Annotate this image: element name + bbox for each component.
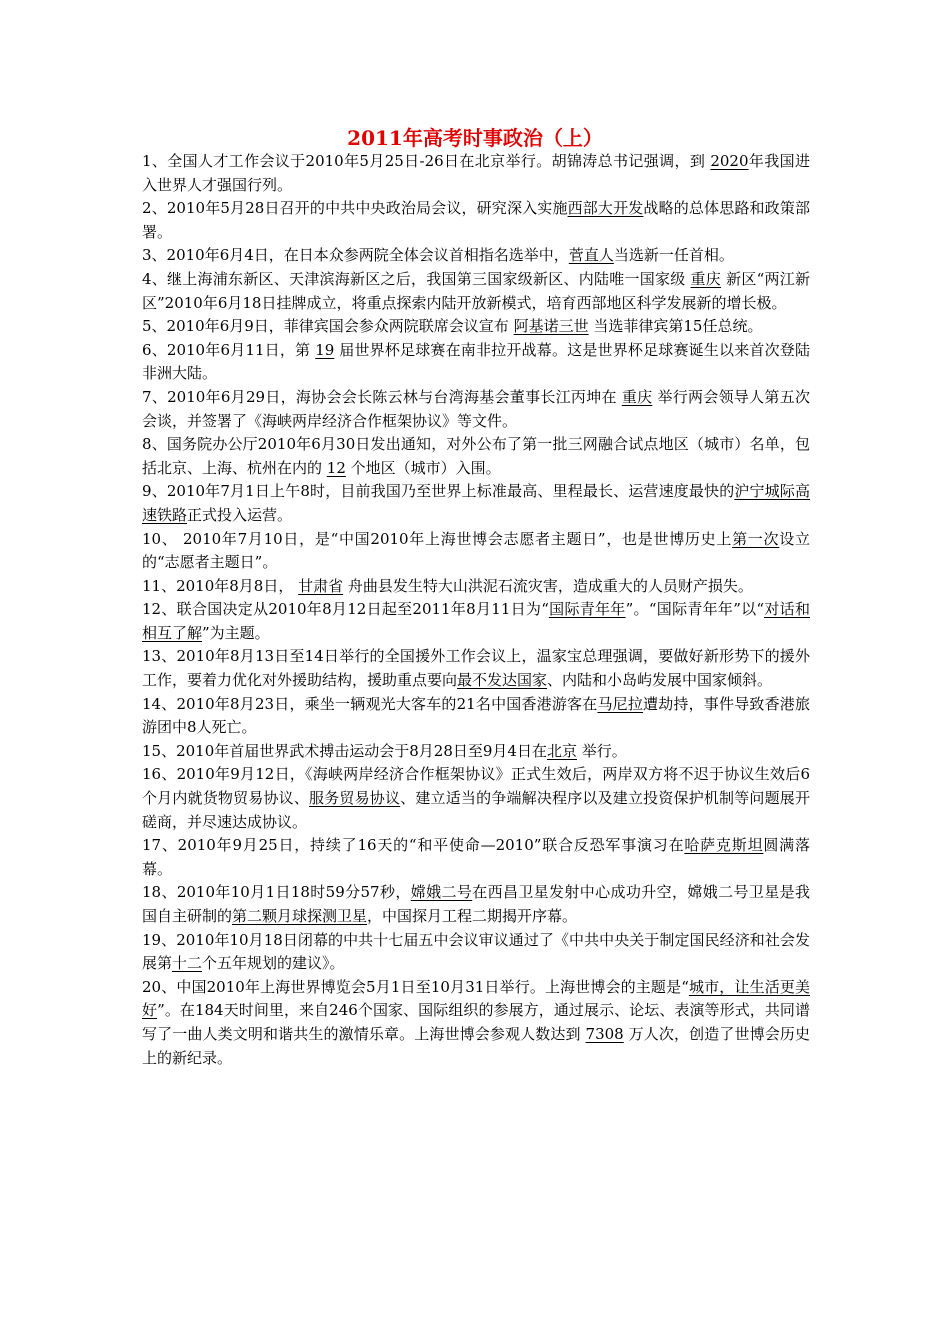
item-text: 设立的“志愿者主题日”。	[142, 529, 810, 572]
item-text: 3、2010年6月4日，在日本众参两院全体会议首相指名选举中，	[142, 246, 569, 265]
answer-underlined: 北京	[546, 741, 577, 760]
item-text: 18、2010年10月1日18时59分57秒，	[142, 883, 411, 902]
answer-underlined: 马尼拉	[597, 694, 644, 713]
answer-underlined: 嫦娥二号	[410, 883, 473, 902]
list-item	[142, 929, 810, 976]
document-title: 2011年高考时事政治（上）	[347, 126, 603, 150]
item-text: 举行。	[577, 741, 627, 760]
item-text: 年我国进入世界人才强国行列。	[142, 152, 810, 194]
item-text: 13、2010年8月13日至14日举行的全国援外工作会议上，温家宝总理强调，要做好新形势下的援外工作，要着力优化对外援助结构，援助重点要向	[142, 647, 810, 690]
list-item	[142, 693, 810, 740]
item-text: 在西昌卫星发射中心成功升空，嫦娥二号卫星是我国自主研制的	[142, 883, 810, 925]
item-text: 15、2010年首届世界武术搏击运动会于8月28日至9月4日在	[142, 741, 547, 760]
document-body	[142, 150, 810, 1070]
item-text: 当选菲律宾第15任总统。	[588, 317, 763, 336]
item-text: 举行两会领导人第五次会谈，并签署了《海峡两岸经济合作框架协议》等文件。	[142, 387, 810, 430]
item-text: 12、联合国决定从2010年8月12日起至2011年8月11日为“	[142, 600, 549, 619]
item-text: ”。“国际青年年”以“	[625, 600, 765, 619]
item-text: 17、2010年9月25日，持续了16天的“和平使命—2010”联合反恐军事演习在	[142, 836, 685, 855]
answer-underlined: 沪宁城际高速铁路	[142, 482, 810, 524]
item-text: 圆满落幕。	[142, 836, 810, 878]
list-item	[142, 480, 810, 527]
item-text: 当选新一任首相。	[613, 246, 734, 265]
item-text: 10、 2010年7月10日，是“中国2010年上海世博会志愿者主题日”，也是世博历史上	[142, 529, 733, 548]
answer-underlined: 西部大开发	[567, 199, 644, 218]
answer-underlined: 菅直人	[568, 246, 614, 265]
list-item	[142, 268, 810, 315]
item-text: 、内陆和小岛屿发展中国家倾斜。	[547, 671, 773, 690]
answer-underlined: 国际青年年	[548, 600, 626, 619]
answer-underlined: 19	[315, 340, 335, 359]
answer-underlined: 2020	[710, 152, 749, 170]
item-text: ”。在184天时间里，来自246个国家、国际组织的参展方，通过展示、论坛、表演等形式，共同谱写了一曲人类文明和谐共生的激情乐章。上海世博会参观人数达到	[142, 1001, 810, 1043]
answer-underlined: 最不发达国家	[457, 671, 548, 690]
answer-underlined: 对话和相互了解	[142, 600, 810, 642]
list-item	[142, 386, 810, 433]
answer-underlined: 7308	[585, 1024, 624, 1043]
item-text: 9、2010年7月1日上午8时，目前我国乃至世界上标准最高、里程最长、运营速度最快的	[142, 482, 735, 501]
list-item	[142, 740, 810, 764]
item-text: 1、全国人才工作会议于2010年5月25日-26日在北京举行。胡锦涛总书记强调，到	[142, 152, 711, 170]
list-item	[142, 645, 810, 692]
answer-underlined: 哈萨克斯坦	[684, 836, 764, 855]
list-item	[142, 528, 810, 575]
list-item	[142, 834, 810, 881]
list-item	[142, 763, 810, 834]
list-item	[142, 598, 810, 645]
list-item	[142, 339, 810, 386]
item-text: 2、2010年5月28日召开的中共中央政治局会议，研究深入实施	[142, 199, 568, 218]
answer-underlined: 服务贸易协议	[309, 789, 401, 808]
item-text: ”为主题。	[202, 623, 270, 642]
item-text: 个五年规划的建议》。	[202, 954, 345, 973]
item-text: 5、2010年6月9日，菲律宾国会参众两院联席会议宣布	[142, 317, 514, 336]
list-item	[142, 197, 810, 244]
item-text: 16、2010年9月12日，《海峡两岸经济合作框架协议》正式生效后，两岸双方将不迟于协议生效后6个月内就货物贸易协议、	[142, 765, 810, 808]
answer-underlined: 12	[326, 458, 346, 477]
item-text: 舟曲县发生特大山洪泥石流灾害，造成重大的人员财产损失。	[343, 576, 753, 595]
item-text: 万人次，创造了世博会历史上的新纪录。	[142, 1024, 810, 1067]
answer-underlined: 第一次	[732, 529, 780, 548]
item-text: 11、2010年8月8日，	[142, 576, 299, 595]
item-text: 6、2010年6月11日，第	[142, 340, 316, 359]
item-text: 19、2010年10月18日闭幕的中共十七届五中会议审议通过了《中共中央关于制定国民经济和社会发展第	[142, 930, 810, 973]
answer-underlined: 重庆	[621, 387, 653, 406]
answer-underlined: 阿基诺三世	[513, 317, 589, 336]
item-text: 个地区（城市）入围。	[345, 458, 501, 477]
item-text: 战略的总体思路和政策部署。	[142, 199, 810, 241]
item-text: 遭劫持，事件导致香港旅游团中8人死亡。	[142, 694, 810, 737]
answer-underlined: 城市，让生活更美好	[142, 977, 810, 1020]
answer-underlined: 十二	[172, 954, 203, 973]
list-item	[142, 244, 810, 268]
list-item	[142, 150, 810, 197]
item-text: 7、2010年6月29日，海协会会长陈云林与台湾海基会董事长江丙坤在	[142, 387, 622, 406]
list-item	[142, 575, 810, 599]
item-text: 14、2010年8月23日，乘坐一辆观光大客车的21名中国香港游客在	[142, 694, 598, 713]
item-text: 20、中国2010年上海世界博览会5月1日至10月31日举行。上海世博会的主题是“	[142, 977, 689, 996]
list-item	[142, 976, 810, 1070]
list-item	[142, 315, 810, 339]
answer-underlined: 重庆	[690, 269, 722, 288]
list-item	[142, 881, 810, 928]
answer-underlined: 第二颗月球探测卫星	[232, 907, 368, 925]
item-text: 、建立适当的争端解决程序以及建立投资保护机制等问题展开磋商，并尽速达成协议。	[142, 789, 810, 831]
list-item	[142, 433, 810, 480]
answer-underlined: 甘肃省	[298, 576, 344, 595]
item-text: ，中国探月工程二期揭开序幕。	[367, 907, 578, 925]
item-text: 8、国务院办公厅2010年6月30日发出通知，对外公布了第一批三网融合试点地区（城市）名单，包括北京、上海、杭州在内的	[142, 435, 810, 477]
item-text: 4、继上海浦东新区、天津滨海新区之后，我国第三国家级新区、内陆唯一国家级	[142, 269, 691, 288]
item-text: 届世界杯足球赛在南非拉开战幕。这是世界杯足球赛诞生以来首次登陆非洲大陆。	[142, 340, 810, 383]
item-text: 新区“两江新区”2010年6月18日挂牌成立，将重点探索内陆开放新模式，培育西部地区科学发展新的增长极。	[142, 269, 810, 312]
item-text: 正式投入运营。	[187, 505, 293, 524]
